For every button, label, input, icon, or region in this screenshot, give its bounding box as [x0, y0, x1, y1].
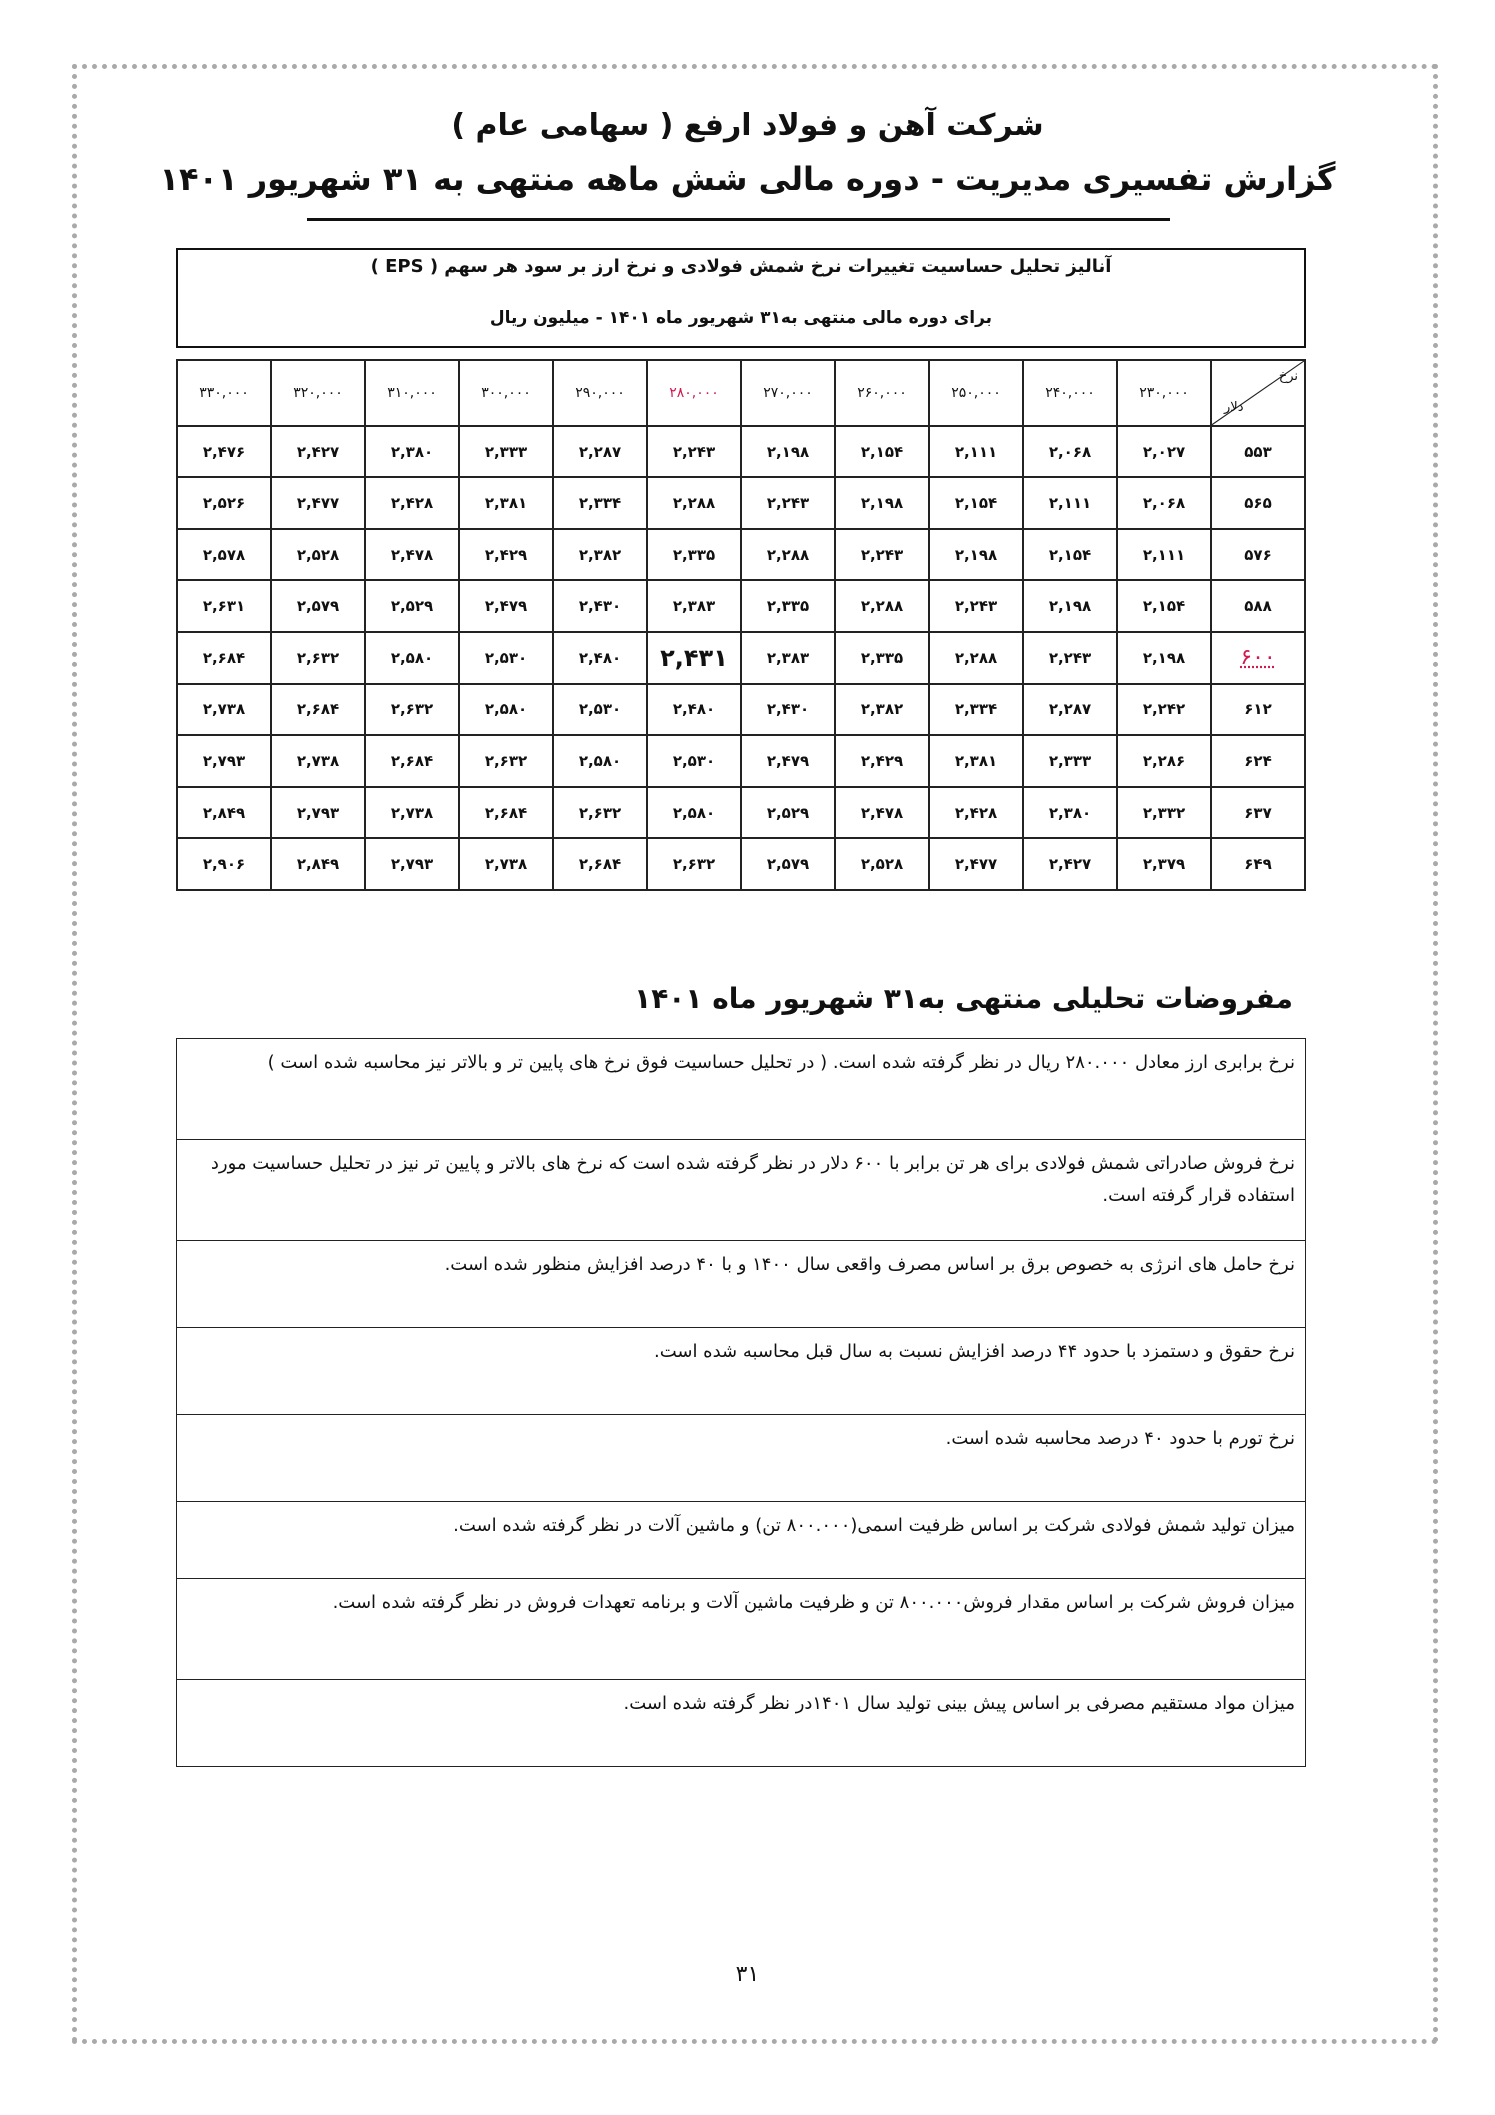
eps-value-cell: ۲,۶۳۲ — [647, 838, 741, 890]
eps-value-cell: ۲,۶۳۲ — [271, 632, 365, 684]
corner-label-bottom: دلار — [1224, 399, 1244, 415]
eps-value-cell: ۲,۴۷۸ — [365, 529, 459, 581]
fx-rate-cell: ۶۰۰ — [1211, 632, 1305, 684]
eps-value-cell: ۲,۱۱۱ — [1023, 477, 1117, 529]
eps-value-cell: ۲,۱۱۱ — [1117, 529, 1211, 581]
eps-value-cell: ۲,۴۸۰ — [647, 684, 741, 736]
eps-value-cell: ۲,۲۴۳ — [1023, 632, 1117, 684]
eps-value-cell: ۲,۰۶۸ — [1023, 426, 1117, 478]
eps-value-cell: ۲,۵۷۹ — [271, 580, 365, 632]
eps-value-cell: ۲,۷۹۳ — [177, 735, 271, 787]
fx-rate-cell: ۶۳۷ — [1211, 787, 1305, 839]
eps-value-cell: ۲,۲۸۶ — [1117, 735, 1211, 787]
assumption-text: نرخ برابری ارز معادل ۲۸۰.۰۰۰ ریال در نظر گرفته شده است. ( در تحلیل حساسیت فوق نرخ های پایین تر و بالاتر نیز محاسبه شده است ) — [177, 1039, 1306, 1140]
eps-value-cell: ۲,۴۷۷ — [929, 838, 1023, 890]
eps-value-cell: ۲,۶۸۴ — [553, 838, 647, 890]
eps-value-cell: ۲,۲۸۸ — [835, 580, 929, 632]
corner-cell — [1211, 360, 1305, 426]
fx-rate-cell: ۵۵۳ — [1211, 426, 1305, 478]
eps-value-cell: ۲,۲۴۲ — [1117, 684, 1211, 736]
eps-table-header — [176, 248, 1306, 348]
eps-value-cell: ۲,۳۳۳ — [459, 426, 553, 478]
sensitivity-table — [176, 359, 1306, 891]
eps-value-cell: ۲,۲۴۳ — [741, 477, 835, 529]
eps-value-cell: ۲,۴۲۸ — [929, 787, 1023, 839]
eps-value-cell: ۲,۵۲۹ — [741, 787, 835, 839]
eps-value-cell: ۲,۳۷۹ — [1117, 838, 1211, 890]
eps-value-cell: ۲,۷۳۸ — [177, 684, 271, 736]
eps-value-cell: ۲,۴۷۹ — [741, 735, 835, 787]
eps-value-cell: ۲,۵۲۸ — [835, 838, 929, 890]
eps-value-cell: ۲,۱۹۸ — [1117, 632, 1211, 684]
eps-value-cell: ۲,۵۲۹ — [365, 580, 459, 632]
assumption-row — [177, 1140, 1306, 1241]
eps-value-cell: ۲,۳۸۲ — [553, 529, 647, 581]
eps-value-cell: ۲,۳۳۵ — [741, 580, 835, 632]
eps-value-cell: ۲,۶۳۲ — [365, 684, 459, 736]
sensitivity-row — [177, 735, 1305, 787]
fx-rate-cell: ۵۷۶ — [1211, 529, 1305, 581]
sensitivity-row — [177, 787, 1305, 839]
assumption-row — [177, 1328, 1306, 1415]
eps-value-cell: ۲,۶۸۴ — [271, 684, 365, 736]
sensitivity-row — [177, 426, 1305, 478]
eps-value-cell: ۲,۴۲۹ — [835, 735, 929, 787]
eps-value-cell: ۲,۱۹۸ — [929, 529, 1023, 581]
fx-rate-cell: ۵۸۸ — [1211, 580, 1305, 632]
eps-value-cell: ۲,۸۴۹ — [177, 787, 271, 839]
eps-value-cell: ۲,۳۸۱ — [929, 735, 1023, 787]
eps-value-cell: ۲,۷۹۳ — [365, 838, 459, 890]
eps-value-cell: ۲,۳۸۰ — [365, 426, 459, 478]
eps-value-cell: ۲,۴۲۹ — [459, 529, 553, 581]
eps-value-cell: ۲,۶۳۲ — [459, 735, 553, 787]
sensitivity-row — [177, 580, 1305, 632]
assumption-row — [177, 1039, 1306, 1140]
company-title: شرکت آهن و فولاد ارفع ( سهامی عام ) — [451, 108, 1044, 143]
eps-value-cell: ۲,۴۷۸ — [835, 787, 929, 839]
eps-value-cell: ۲,۶۳۱ — [177, 580, 271, 632]
eps-value-cell: ۲,۴۳۰ — [741, 684, 835, 736]
eps-value-cell: ۲,۳۸۰ — [1023, 787, 1117, 839]
eps-value-cell: ۲,۳۳۵ — [647, 529, 741, 581]
fx-rate-cell: ۵۶۵ — [1211, 477, 1305, 529]
eps-value-cell: ۲,۱۹۸ — [1023, 580, 1117, 632]
eps-value-cell: ۲,۶۸۴ — [177, 632, 271, 684]
price-column-header: ۲۵۰,۰۰۰ — [929, 360, 1023, 426]
eps-value-cell: ۲,۳۳۵ — [835, 632, 929, 684]
sensitivity-row — [177, 529, 1305, 581]
assumption-text: نرخ تورم با حدود ۴۰ درصد محاسبه شده است. — [177, 1415, 1306, 1502]
eps-value-cell: ۲,۱۵۴ — [835, 426, 929, 478]
page-number: ۳۱ — [735, 1962, 760, 1987]
eps-table-title: آنالیز تحلیل حساسیت تغییرات نرخ شمش فولادی و نرخ ارز بر سود هر سهم ( EPS ) — [370, 256, 1112, 277]
assumption-row — [177, 1579, 1306, 1680]
eps-value-cell: ۲,۸۴۹ — [271, 838, 365, 890]
assumptions-title: مفروضات تحلیلی منتهی به۳۱ شهریور ماه ۱۴۰۱ — [634, 982, 1293, 1015]
fx-rate-cell: ۶۲۴ — [1211, 735, 1305, 787]
eps-value-cell: ۲,۳۸۱ — [459, 477, 553, 529]
eps-value-cell: ۲,۹۰۶ — [177, 838, 271, 890]
eps-value-cell: ۲,۱۵۴ — [1023, 529, 1117, 581]
assumption-row — [177, 1680, 1306, 1767]
eps-table-subtitle: برای دوره مالی منتهی به۳۱ شهریور ماه ۱۴۰۱ - میلیون ریال — [489, 308, 993, 328]
eps-value-cell: ۲,۱۹۸ — [835, 477, 929, 529]
eps-value-cell: ۲,۵۳۰ — [553, 684, 647, 736]
eps-value-cell: ۲,۵۸۰ — [365, 632, 459, 684]
eps-value-cell: ۲,۲۴۳ — [835, 529, 929, 581]
eps-value-cell: ۲,۰۲۷ — [1117, 426, 1211, 478]
eps-value-cell: ۲,۵۷۹ — [741, 838, 835, 890]
sensitivity-header-row — [177, 360, 1305, 426]
assumption-text: نرخ فروش صادراتی شمش فولادی برای هر تن برابر با ۶۰۰ دلار در نظر گرفته شده است که نرخ های بالاتر و پایین تر نیز در تحلیل حساسیت مورد استفاده قرار گرفته است. — [177, 1140, 1306, 1241]
eps-value-cell: ۲,۲۴۳ — [647, 426, 741, 478]
price-column-header: ۳۳۰,۰۰۰ — [177, 360, 271, 426]
eps-value-cell: ۲,۵۲۸ — [271, 529, 365, 581]
eps-value-cell: ۲,۵۳۰ — [647, 735, 741, 787]
eps-value-cell: ۲,۳۸۲ — [835, 684, 929, 736]
eps-value-cell: ۲,۷۳۸ — [271, 735, 365, 787]
eps-value-cell: ۲,۳۸۳ — [741, 632, 835, 684]
assumption-row — [177, 1241, 1306, 1328]
eps-value-cell: ۲,۴۷۶ — [177, 426, 271, 478]
fx-rate-cell: ۶۴۹ — [1211, 838, 1305, 890]
sensitivity-row — [177, 632, 1305, 684]
assumption-text: نرخ حقوق و دستمزد با حدود ۴۴ درصد افزایش نسبت به سال قبل محاسبه شده است. — [177, 1328, 1306, 1415]
eps-value-cell: ۲,۵۳۰ — [459, 632, 553, 684]
assumptions-table — [176, 1038, 1306, 1767]
eps-value-cell: ۲,۲۸۷ — [1023, 684, 1117, 736]
sensitivity-row — [177, 838, 1305, 890]
eps-value-cell: ۲,۵۷۸ — [177, 529, 271, 581]
assumption-row — [177, 1502, 1306, 1579]
price-column-header: ۲۴۰,۰۰۰ — [1023, 360, 1117, 426]
eps-value-cell: ۲,۵۸۰ — [459, 684, 553, 736]
price-column-header: ۳۰۰,۰۰۰ — [459, 360, 553, 426]
report-title: گزارش تفسیری مدیریت - دوره مالی شش ماهه منتهی به ۳۱ شهریور ۱۴۰۱ — [159, 160, 1336, 198]
eps-value-cell: ۲,۱۵۴ — [1117, 580, 1211, 632]
eps-value-cell: ۲,۲۸۷ — [553, 426, 647, 478]
eps-value-cell: ۲,۳۸۳ — [647, 580, 741, 632]
price-column-header: ۲۷۰,۰۰۰ — [741, 360, 835, 426]
fx-rate-cell: ۶۱۲ — [1211, 684, 1305, 736]
eps-value-cell: ۲,۴۲۷ — [1023, 838, 1117, 890]
sensitivity-row — [177, 684, 1305, 736]
sensitivity-row — [177, 477, 1305, 529]
eps-value-cell: ۲,۰۶۸ — [1117, 477, 1211, 529]
assumption-row — [177, 1415, 1306, 1502]
eps-value-cell: ۲,۳۳۴ — [929, 684, 1023, 736]
eps-value-cell: ۲,۵۸۰ — [553, 735, 647, 787]
eps-value-cell: ۲,۴۷۷ — [271, 477, 365, 529]
eps-value-cell: ۲,۶۸۴ — [459, 787, 553, 839]
eps-value-cell: ۲,۴۲۸ — [365, 477, 459, 529]
eps-value-cell: ۲,۳۳۲ — [1117, 787, 1211, 839]
eps-value-cell: ۲,۱۱۱ — [929, 426, 1023, 478]
eps-value-cell: ۲,۲۴۳ — [929, 580, 1023, 632]
eps-value-cell: ۲,۵۸۰ — [647, 787, 741, 839]
price-column-header: ۳۱۰,۰۰۰ — [365, 360, 459, 426]
eps-value-cell: ۲,۷۳۸ — [365, 787, 459, 839]
eps-value-cell: ۲,۵۲۶ — [177, 477, 271, 529]
assumption-text: میزان فروش شرکت بر اساس مقدار فروش۸۰۰.۰۰۰ تن و ظرفیت ماشین آلات و برنامه تعهدات فروش در نظر گرفته شده است. — [177, 1579, 1306, 1680]
assumption-text: میزان مواد مستقیم مصرفی بر اساس پیش بینی تولید سال ۱۴۰۱در نظر گرفته شده است. — [177, 1680, 1306, 1767]
assumption-text: میزان تولید شمش فولادی شرکت بر اساس ظرفیت اسمی(۸۰۰.۰۰۰ تن) و ماشین آلات در نظر گرفته شده است. — [177, 1502, 1306, 1579]
corner-label-top: نرخ — [1278, 369, 1298, 384]
eps-value-cell: ۲,۶۳۲ — [553, 787, 647, 839]
price-column-header: ۲۹۰,۰۰۰ — [553, 360, 647, 426]
eps-value-cell: ۲,۷۹۳ — [271, 787, 365, 839]
eps-value-cell: ۲,۲۸۸ — [647, 477, 741, 529]
title-underline — [307, 218, 1170, 221]
price-column-header: ۲۶۰,۰۰۰ — [835, 360, 929, 426]
eps-value-cell: ۲,۴۳۱ — [647, 632, 741, 684]
eps-value-cell: ۲,۴۲۷ — [271, 426, 365, 478]
price-column-header: ۳۲۰,۰۰۰ — [271, 360, 365, 426]
eps-value-cell: ۲,۱۵۴ — [929, 477, 1023, 529]
price-column-header: ۲۳۰,۰۰۰ — [1117, 360, 1211, 426]
assumption-text: نرخ حامل های انرژی به خصوص برق بر اساس مصرف واقعی سال ۱۴۰۰ و با ۴۰ درصد افزایش منظور شده است. — [177, 1241, 1306, 1328]
eps-value-cell: ۲,۲۸۸ — [741, 529, 835, 581]
eps-value-cell: ۲,۴۷۹ — [459, 580, 553, 632]
eps-value-cell: ۲,۲۸۸ — [929, 632, 1023, 684]
eps-value-cell: ۲,۳۳۳ — [1023, 735, 1117, 787]
eps-value-cell: ۲,۴۳۰ — [553, 580, 647, 632]
eps-value-cell: ۲,۳۳۴ — [553, 477, 647, 529]
price-column-header: ۲۸۰,۰۰۰ — [647, 360, 741, 426]
eps-value-cell: ۲,۶۸۴ — [365, 735, 459, 787]
eps-value-cell: ۲,۷۳۸ — [459, 838, 553, 890]
eps-value-cell: ۲,۴۸۰ — [553, 632, 647, 684]
eps-value-cell: ۲,۱۹۸ — [741, 426, 835, 478]
